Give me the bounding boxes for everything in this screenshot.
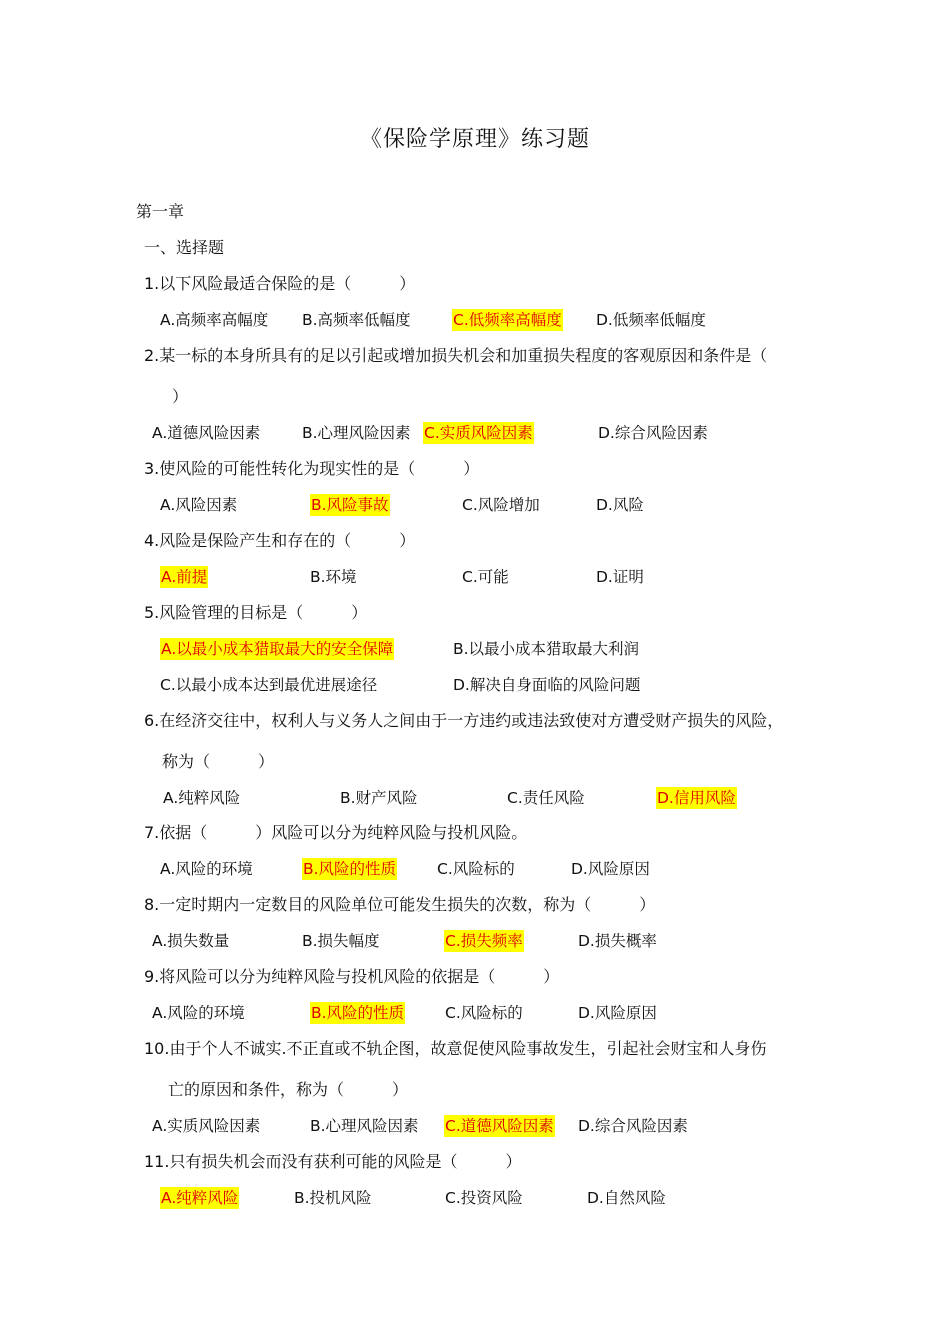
question-stem: 4.风险是保险产生和存在的（ ） xyxy=(144,531,416,550)
option-d: D.综合风险因素 xyxy=(598,424,708,442)
option-a: A.损失数量 xyxy=(152,932,230,950)
option-b-answer: B.风险的性质 xyxy=(311,1004,405,1022)
question-stem: 6.在经济交往中，权利人与义务人之间由于一方违约或违法致使对方遭受财产损失的风险， xyxy=(144,711,784,730)
option-a: A.高频率高幅度 xyxy=(160,311,269,329)
option-d: D.风险原因 xyxy=(571,860,650,878)
question-stem-continuation: 亡的原因和条件，称为（ ） xyxy=(168,1080,409,1099)
option-d-answer: D.信用风险 xyxy=(657,789,736,807)
question-stem: 5.风险管理的目标是（ ） xyxy=(144,603,368,622)
option-d: D.低频率低幅度 xyxy=(596,311,706,329)
option-b: B.心理风险因素 xyxy=(302,424,411,442)
option-c-answer: C.道德风险因素 xyxy=(445,1117,554,1135)
option-d: D.风险 xyxy=(596,496,644,514)
option-d: D.损失概率 xyxy=(578,932,657,950)
section-heading: 一、选择题 xyxy=(144,238,225,257)
option-b-answer: B.风险的性质 xyxy=(303,860,397,878)
option-a: A.风险因素 xyxy=(160,496,238,514)
option-c: C.责任风险 xyxy=(507,789,585,807)
option-b: B.投机风险 xyxy=(294,1189,372,1207)
question-stem-continuation: 称为（ ） xyxy=(162,752,275,771)
option-a: A.风险的环境 xyxy=(152,1004,245,1022)
question-stem: 8.一定时期内一定数目的风险单位可能发生损失的次数，称为（ ） xyxy=(144,895,656,914)
option-c: C.以最小成本达到最优进展途径 xyxy=(160,676,378,694)
option-b: B.以最小成本猎取最大利润 xyxy=(453,640,640,658)
option-b: B.环境 xyxy=(310,568,357,586)
option-d: D.解决自身面临的风险问题 xyxy=(453,676,641,694)
option-d: D.综合风险因素 xyxy=(578,1117,688,1135)
option-a: A.纯粹风险 xyxy=(163,789,241,807)
option-d: D.自然风险 xyxy=(587,1189,666,1207)
chapter-heading: 第一章 xyxy=(136,202,185,221)
option-b-answer: B.风险事故 xyxy=(311,496,389,514)
option-d: D.风险原因 xyxy=(578,1004,657,1022)
option-c: C.风险增加 xyxy=(462,496,540,514)
option-d: D.证明 xyxy=(596,568,644,586)
option-c: C.可能 xyxy=(462,568,509,586)
option-c-answer: C.实质风险因素 xyxy=(424,424,533,442)
option-b: B.财产风险 xyxy=(340,789,418,807)
option-a-answer: A.以最小成本猎取最大的安全保障 xyxy=(161,640,394,658)
option-c: C.风险标的 xyxy=(445,1004,523,1022)
option-b: B.高频率低幅度 xyxy=(302,311,411,329)
question-stem: 7.依据（ ）风险可以分为纯粹风险与投机风险。 xyxy=(144,823,528,842)
document-title: 《保险学原理》练习题 xyxy=(359,127,590,152)
option-c-answer: C.损失频率 xyxy=(445,932,523,950)
option-a-answer: A.前提 xyxy=(161,568,208,586)
option-a: A.实质风险因素 xyxy=(152,1117,261,1135)
question-stem: 9.将风险可以分为纯粹风险与投机风险的依据是（ ） xyxy=(144,967,560,986)
question-stem: 10.由于个人不诚实.不正直或不轨企图，故意促使风险事故发生，引起社会财宝和人身伤 xyxy=(144,1039,767,1058)
question-stem-continuation: ） xyxy=(172,387,189,406)
question-stem: 3.使风险的可能性转化为现实性的是（ ） xyxy=(144,459,480,478)
question-stem: 2.某一标的本身所具有的足以引起或增加损失机会和加重损失程度的客观原因和条件是（ xyxy=(144,346,768,365)
option-b: B.心理风险因素 xyxy=(310,1117,419,1135)
question-stem: 1.以下风险最适合保险的是（ ） xyxy=(144,274,416,293)
option-c-answer: C.低频率高幅度 xyxy=(453,311,562,329)
option-b: B.损失幅度 xyxy=(302,932,380,950)
option-c: C.风险标的 xyxy=(437,860,515,878)
option-a-answer: A.纯粹风险 xyxy=(161,1189,239,1207)
option-c: C.投资风险 xyxy=(445,1189,523,1207)
question-stem: 11.只有损失机会而没有获利可能的风险是（ ） xyxy=(144,1152,522,1171)
option-a: A.道德风险因素 xyxy=(152,424,261,442)
option-a: A.风险的环境 xyxy=(160,860,253,878)
